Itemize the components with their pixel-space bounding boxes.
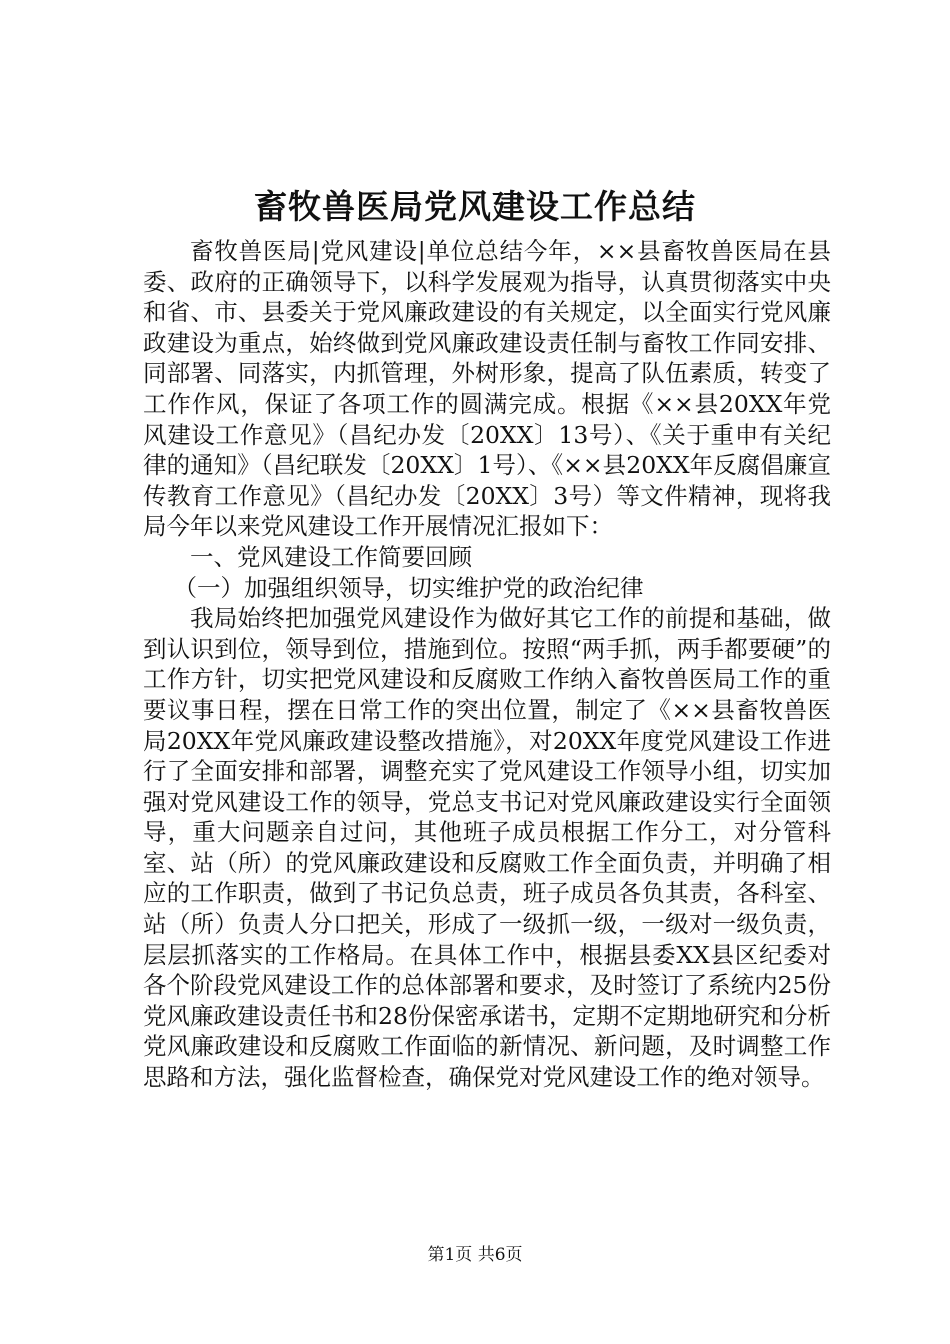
subsection-heading: （一）加强组织领导，切实维护党的政治纪律 [173, 573, 644, 602]
page-footer: 第1页 共6页 [427, 1245, 523, 1265]
document-body [143, 236, 831, 1093]
section-heading: 一、党风建设工作简要回顾 [190, 542, 472, 571]
intro-paragraph: 畜牧兽医局|党风建设|单位总结今年，××县畜牧兽医局在县委、政府的正确领导下，以科学发展观为指导，认真贯彻落实中央和省、市、县委关于党风廉政建设的有关规定，以全面实行党风廉政建设为重点，始终做到党风廉政建设责任制与畜牧工作同安排、同部署、同落实，内抓管理，外树形象，提高了队伍素质，转变了工作作风，保证了各项工作的圆满完成。根据《××县20XX年党风建设工作意见》（昌纪办发〔20XX〕13号）、《关于重申有关纪律的通知》（昌纪联发〔20XX〕1号）、《××县20XX年反腐倡廉宣传教育工作意见》（昌纪办发〔20XX〕3号）等文件精神，现将我局今年以来党风建设工作开展情况汇报如下： [143, 237, 831, 541]
body-paragraph: 我局始终把加强党风建设作为做好其它工作的前提和基础，做到认识到位，领导到位，措施到位。按照“两手抓，两手都要硬”的工作方针，切实把党风建设和反腐败工作纳入畜牧兽医局工作的重要议事日程，摆在日常工作的突出位置，制定了《××县畜牧兽医局20XX年党风廉政建设整改措施》，对20XX年度党风建设工作进行了全面安排和部署，调整充实了党风建设工作领导小组，切实加强对党风建设工作的领导，党总支书记对党风廉政建设实行全面领导，重大问题亲自过问，其他班子成员根据工作分工，对分管科室、站（所）的党风廉政建设和反腐败工作全面负责，并明确了相应的工作职责，做到了书记负总责，班子成员各负其责，各科室、站（所）负责人分口把关，形成了一级抓一级，一级对一级负责，层层抓落实的工作格局。在具体工作中，根据县委XX县区纪委对各个阶段党风建设工作的总体部署和要求，及时签订了系统内25份党风廉政建设责任书和28份保密承诺书，定期不定期地研究和分析党风廉政建设和反腐败工作面临的新情况、新问题，及时调整工作思路和方法，强化监督检查，确保党对党风建设工作的绝对领导。 [143, 604, 831, 1092]
document-title: 畜牧兽医局党风建设工作总结 [254, 187, 696, 226]
